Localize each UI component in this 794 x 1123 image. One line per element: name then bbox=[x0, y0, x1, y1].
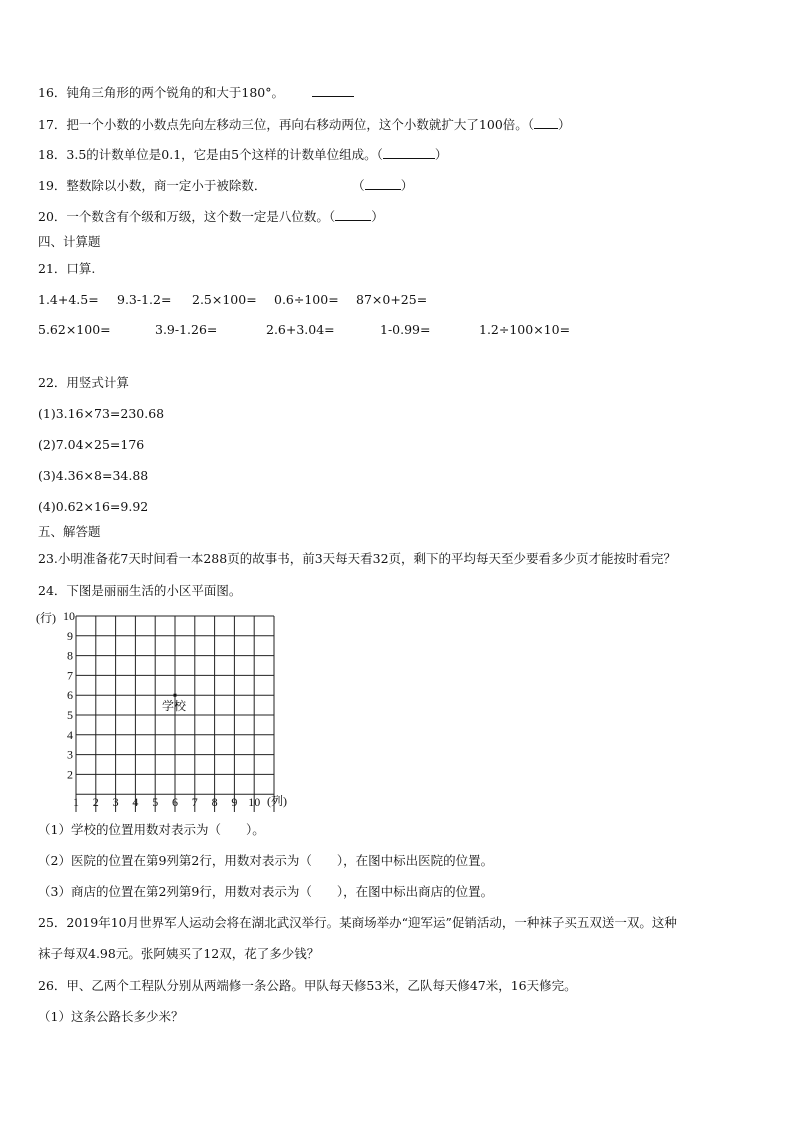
q24-sub1: （1）学校的位置用数对表示为（ ）。 bbox=[38, 822, 265, 837]
y-tick-label: 8 bbox=[67, 648, 73, 663]
q21-r2-2: 3.9-1.26= bbox=[155, 322, 218, 337]
y-tick-label: 9 bbox=[67, 628, 73, 643]
q24-title: 24．下图是丽丽生活的小区平面图。 bbox=[38, 583, 242, 598]
answer-blank-18[interactable] bbox=[383, 146, 435, 159]
x-tick-label: 7 bbox=[191, 795, 198, 809]
question-19: 19．整数除以小数，商一定小于被除数． （ ） bbox=[38, 178, 414, 193]
x-tick-label: 2 bbox=[92, 795, 99, 809]
school-point bbox=[174, 694, 177, 697]
question-17: 17．把一个小数的小数点先向左移动三位，再向右移动两位，这个小数就扩大了100倍。（ ） bbox=[38, 117, 571, 132]
q23-text: 23.小明准备花7天时间看一本288页的故事书，前3天每天看32页，剩下的平均每天至少要看多少页才能按时看完？ bbox=[38, 551, 677, 566]
y-tick-label: 4 bbox=[67, 727, 73, 742]
section-5-title: 五、解答题 bbox=[38, 524, 101, 539]
y-tick-label: 7 bbox=[67, 668, 73, 683]
answer-blank-17[interactable] bbox=[534, 116, 558, 129]
grid-lines bbox=[76, 616, 274, 812]
q26-sub1: （1）这条公路长多少米？ bbox=[38, 1009, 184, 1024]
q21-r2-3: 2.6+3.04= bbox=[266, 322, 335, 337]
q21-r1-1: 1.4+4.5= bbox=[38, 292, 99, 307]
answer-blank-19[interactable] bbox=[365, 177, 401, 190]
q21-r1-5: 87×0+25= bbox=[356, 292, 428, 307]
y-tick-labels bbox=[63, 609, 75, 781]
col-axis-label: (列) bbox=[267, 794, 287, 808]
school-label: 学校 bbox=[162, 699, 187, 714]
question-18-text: 18．3.5的计数单位是0.1，它是由5个这样的计数单位组成。 bbox=[38, 147, 377, 162]
y-tick-label: 2 bbox=[67, 767, 73, 782]
question-19-text: 19．整数除以小数，商一定小于被除数． bbox=[38, 178, 267, 193]
q25-line1: 25．2019年10月世界军人运动会将在湖北武汉举行。某商场举办“迎军运”促销活动，一种袜子买五双送一双。这种 bbox=[38, 915, 677, 930]
question-16 bbox=[38, 84, 354, 101]
q22-item-4: (4)0.62×16=9.92 bbox=[38, 499, 149, 514]
answer-blank-16[interactable] bbox=[312, 84, 354, 97]
question-18: 18．3.5的计数单位是0.1，它是由5个这样的计数单位组成。（ ） bbox=[38, 147, 448, 162]
question-16-text: 16．钝角三角形的两个锐角的和大于180°。 bbox=[38, 85, 285, 100]
q21-r1-2: 9.3-1.2= bbox=[117, 292, 172, 307]
q21-r1-3: 2.5×100= bbox=[192, 292, 257, 307]
x-tick-label: 4 bbox=[132, 795, 139, 809]
q25-line2: 袜子每双4.98元。张阿姨买了12双，花了多少钱？ bbox=[38, 946, 320, 961]
y-tick-label: 3 bbox=[67, 747, 73, 762]
q21-r2-1: 5.62×100= bbox=[38, 322, 111, 337]
question-20: 20．一个数含有个级和万级，这个数一定是八位数。（ ） bbox=[38, 209, 384, 224]
q21-r2-5: 1.2÷100×10= bbox=[479, 322, 571, 337]
x-tick-label: 5 bbox=[152, 795, 159, 809]
question-20-text: 20．一个数含有个级和万级，这个数一定是八位数。 bbox=[38, 209, 329, 224]
q24-sub3: （3）商店的位置在第2列第9行，用数对表示为（ ），在图中标出商店的位置。 bbox=[38, 884, 494, 899]
section-4-title: 四、计算题 bbox=[38, 234, 101, 249]
q26-text: 26．甲、乙两个工程队分别从两端修一条公路。甲队每天修53米，乙队每天修47米，16天修完。 bbox=[38, 978, 577, 993]
q22-title: 22．用竖式计算 bbox=[38, 375, 129, 390]
q24-sub2: （2）医院的位置在第9列第2行，用数对表示为（ ），在图中标出医院的位置。 bbox=[38, 853, 494, 868]
q21-r1-4: 0.6÷100= bbox=[274, 292, 339, 307]
x-tick-label: 8 bbox=[211, 795, 218, 809]
x-tick-label: 9 bbox=[231, 795, 238, 809]
q22-item-3: (3)4.36×8=34.88 bbox=[38, 468, 149, 483]
q21-title: 21．口算. bbox=[38, 261, 96, 276]
x-tick-label: 6 bbox=[172, 795, 178, 809]
x-tick-label: 1 bbox=[73, 795, 79, 809]
q22-item-2: (2)7.04×25=176 bbox=[38, 437, 145, 452]
coordinate-grid bbox=[34, 606, 304, 812]
x-tick-label: 10 bbox=[248, 795, 261, 809]
q21-r2-4: 1-0.99= bbox=[380, 322, 431, 337]
q22-item-1: (1)3.16×73=230.68 bbox=[38, 406, 165, 421]
y-tick-label: 5 bbox=[67, 708, 73, 722]
x-tick-label: 3 bbox=[112, 795, 119, 809]
y-tick-label: 10 bbox=[63, 609, 75, 623]
answer-blank-20[interactable] bbox=[335, 208, 371, 221]
row-axis-label: (行) bbox=[36, 611, 56, 625]
x-tick-labels bbox=[73, 795, 260, 809]
question-17-text: 17．把一个小数的小数点先向左移动三位，再向右移动两位，这个小数就扩大了100倍。 bbox=[38, 117, 528, 132]
y-tick-label: 6 bbox=[67, 688, 73, 703]
